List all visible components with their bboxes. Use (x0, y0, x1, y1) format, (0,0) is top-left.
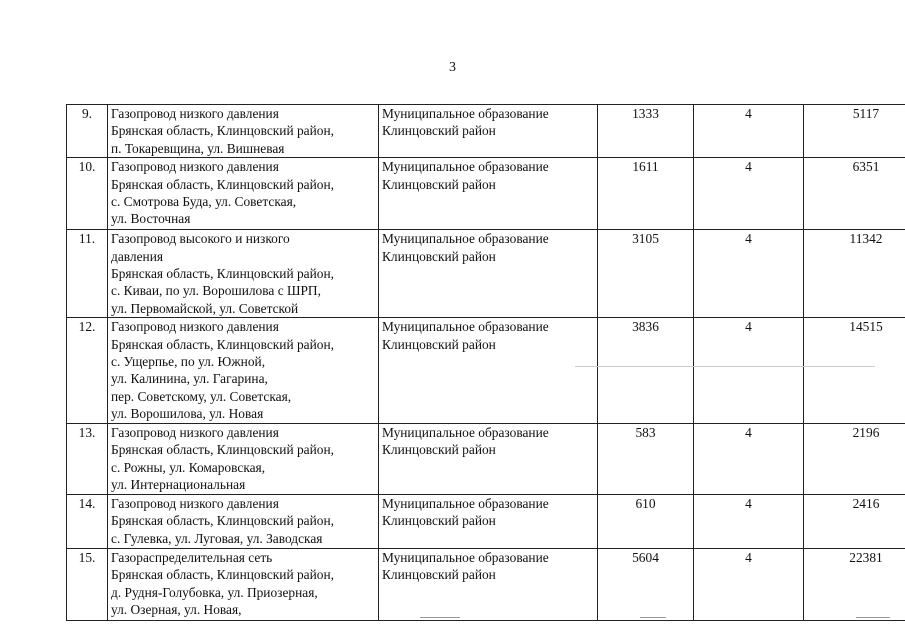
value-cell: 22381 (804, 548, 905, 620)
object-description (108, 548, 379, 620)
object-line: Брянская область, Клинцовский район, (111, 513, 334, 529)
object-line: Газопровод низкого давления (111, 319, 279, 335)
table-row (67, 548, 905, 620)
length-cell: 1333 (598, 105, 694, 158)
object-line: с. Ущерпье, по ул. Южной, (111, 354, 266, 370)
object-description (108, 158, 379, 230)
table-row (67, 494, 905, 548)
object-line: Брянская область, Клинцовский район, (111, 123, 334, 139)
class-cell: 4 (694, 105, 804, 158)
row-number: 12. (67, 318, 108, 423)
object-line: ул. Интернациональная (111, 476, 246, 492)
owner-line: Клинцовский район (382, 513, 496, 529)
object-line: ул. Озерная, ул. Новая, (111, 601, 242, 617)
owner-line: Муниципальное образование (382, 549, 549, 565)
length-cell: 1611 (598, 158, 694, 230)
object-line: пер. Советскому, ул. Советская, (111, 388, 292, 404)
scan-artifact (640, 617, 666, 618)
table-row (67, 423, 905, 494)
owner-line: Клинцовский район (382, 442, 496, 458)
scan-artifact (575, 366, 875, 367)
row-number: 13. (67, 423, 108, 494)
row-number: 10. (67, 158, 108, 230)
table-row (67, 158, 905, 230)
table-row (67, 230, 905, 318)
object-line: ул. Ворошилова, ул. Новая (111, 406, 264, 422)
object-line: ул. Первомайской, ул. Советской (111, 300, 299, 316)
owner-cell (379, 158, 598, 230)
object-line: Газопровод высокого и низкого (111, 231, 290, 247)
owner-line: Клинцовский район (382, 567, 496, 583)
table-row (67, 105, 905, 158)
object-line: Брянская область, Клинцовский район, (111, 266, 334, 282)
owner-cell (379, 105, 598, 158)
value-cell: 14515 (804, 318, 905, 423)
table-row (67, 318, 905, 423)
class-cell: 4 (694, 494, 804, 548)
class-cell: 4 (694, 548, 804, 620)
scan-artifact (856, 617, 890, 618)
object-line: с. Рожны, ул. Комаровская, (111, 459, 266, 475)
gas-pipeline-table (66, 104, 905, 621)
owner-line: Муниципальное образование (382, 495, 549, 511)
object-line: Газопровод низкого давления (111, 424, 279, 440)
object-description (108, 105, 379, 158)
object-line: Газораспределительная сеть (111, 549, 273, 565)
value-cell: 5117 (804, 105, 905, 158)
object-line: п. Токаревщина, ул. Вишневая (111, 140, 285, 156)
object-line: с. Смотрова Буда, ул. Советская, (111, 194, 297, 210)
row-number: 9. (67, 105, 108, 158)
length-cell: 3105 (598, 230, 694, 318)
owner-line: Муниципальное образование (382, 319, 549, 335)
object-line: Газопровод низкого давления (111, 106, 279, 121)
row-number: 15. (67, 548, 108, 620)
object-line: Брянская область, Клинцовский район, (111, 336, 334, 352)
value-cell: 2196 (804, 423, 905, 494)
owner-cell (379, 494, 598, 548)
length-cell: 610 (598, 494, 694, 548)
class-cell: 4 (694, 158, 804, 230)
object-description (108, 318, 379, 423)
value-cell: 2416 (804, 494, 905, 548)
owner-line: Клинцовский район (382, 336, 496, 352)
length-cell: 5604 (598, 548, 694, 620)
row-number: 14. (67, 494, 108, 548)
object-line: Газопровод низкого давления (111, 495, 279, 511)
class-cell: 4 (694, 230, 804, 318)
owner-cell (379, 318, 598, 423)
object-description (108, 494, 379, 548)
class-cell: 4 (694, 423, 804, 494)
value-cell: 6351 (804, 158, 905, 230)
class-cell: 4 (694, 318, 804, 423)
page-number: 3 (449, 60, 456, 75)
value-cell: 11342 (804, 230, 905, 318)
object-line: с. Киваи, по ул. Ворошилова с ШРП, (111, 283, 321, 299)
object-line: Брянская область, Клинцовский район, (111, 442, 334, 458)
length-cell: 583 (598, 423, 694, 494)
object-line: ул. Калинина, ул. Гагарина, (111, 371, 268, 387)
object-line: Газопровод низкого давления (111, 159, 279, 175)
object-line: с. Гулевка, ул. Луговая, ул. Заводская (111, 530, 323, 546)
owner-cell (379, 230, 598, 318)
object-line: давления (111, 248, 164, 264)
owner-cell (379, 548, 598, 620)
owner-line: Клинцовский район (382, 123, 496, 139)
owner-cell (379, 423, 598, 494)
object-description (108, 230, 379, 318)
length-cell: 3836 (598, 318, 694, 423)
owner-line: Муниципальное образование (382, 159, 549, 175)
row-number: 11. (67, 230, 108, 318)
scan-artifact (420, 617, 460, 618)
object-line: д. Рудня-Голубовка, ул. Приозерная, (111, 584, 318, 600)
object-description (108, 423, 379, 494)
owner-line: Муниципальное образование (382, 106, 549, 121)
owner-line: Муниципальное образование (382, 424, 549, 440)
owner-line: Клинцовский район (382, 248, 496, 264)
owner-line: Муниципальное образование (382, 231, 549, 247)
object-line: ул. Восточная (111, 211, 191, 227)
owner-line: Клинцовский район (382, 176, 496, 192)
object-line: Брянская область, Клинцовский район, (111, 176, 334, 192)
object-line: Брянская область, Клинцовский район, (111, 567, 334, 583)
